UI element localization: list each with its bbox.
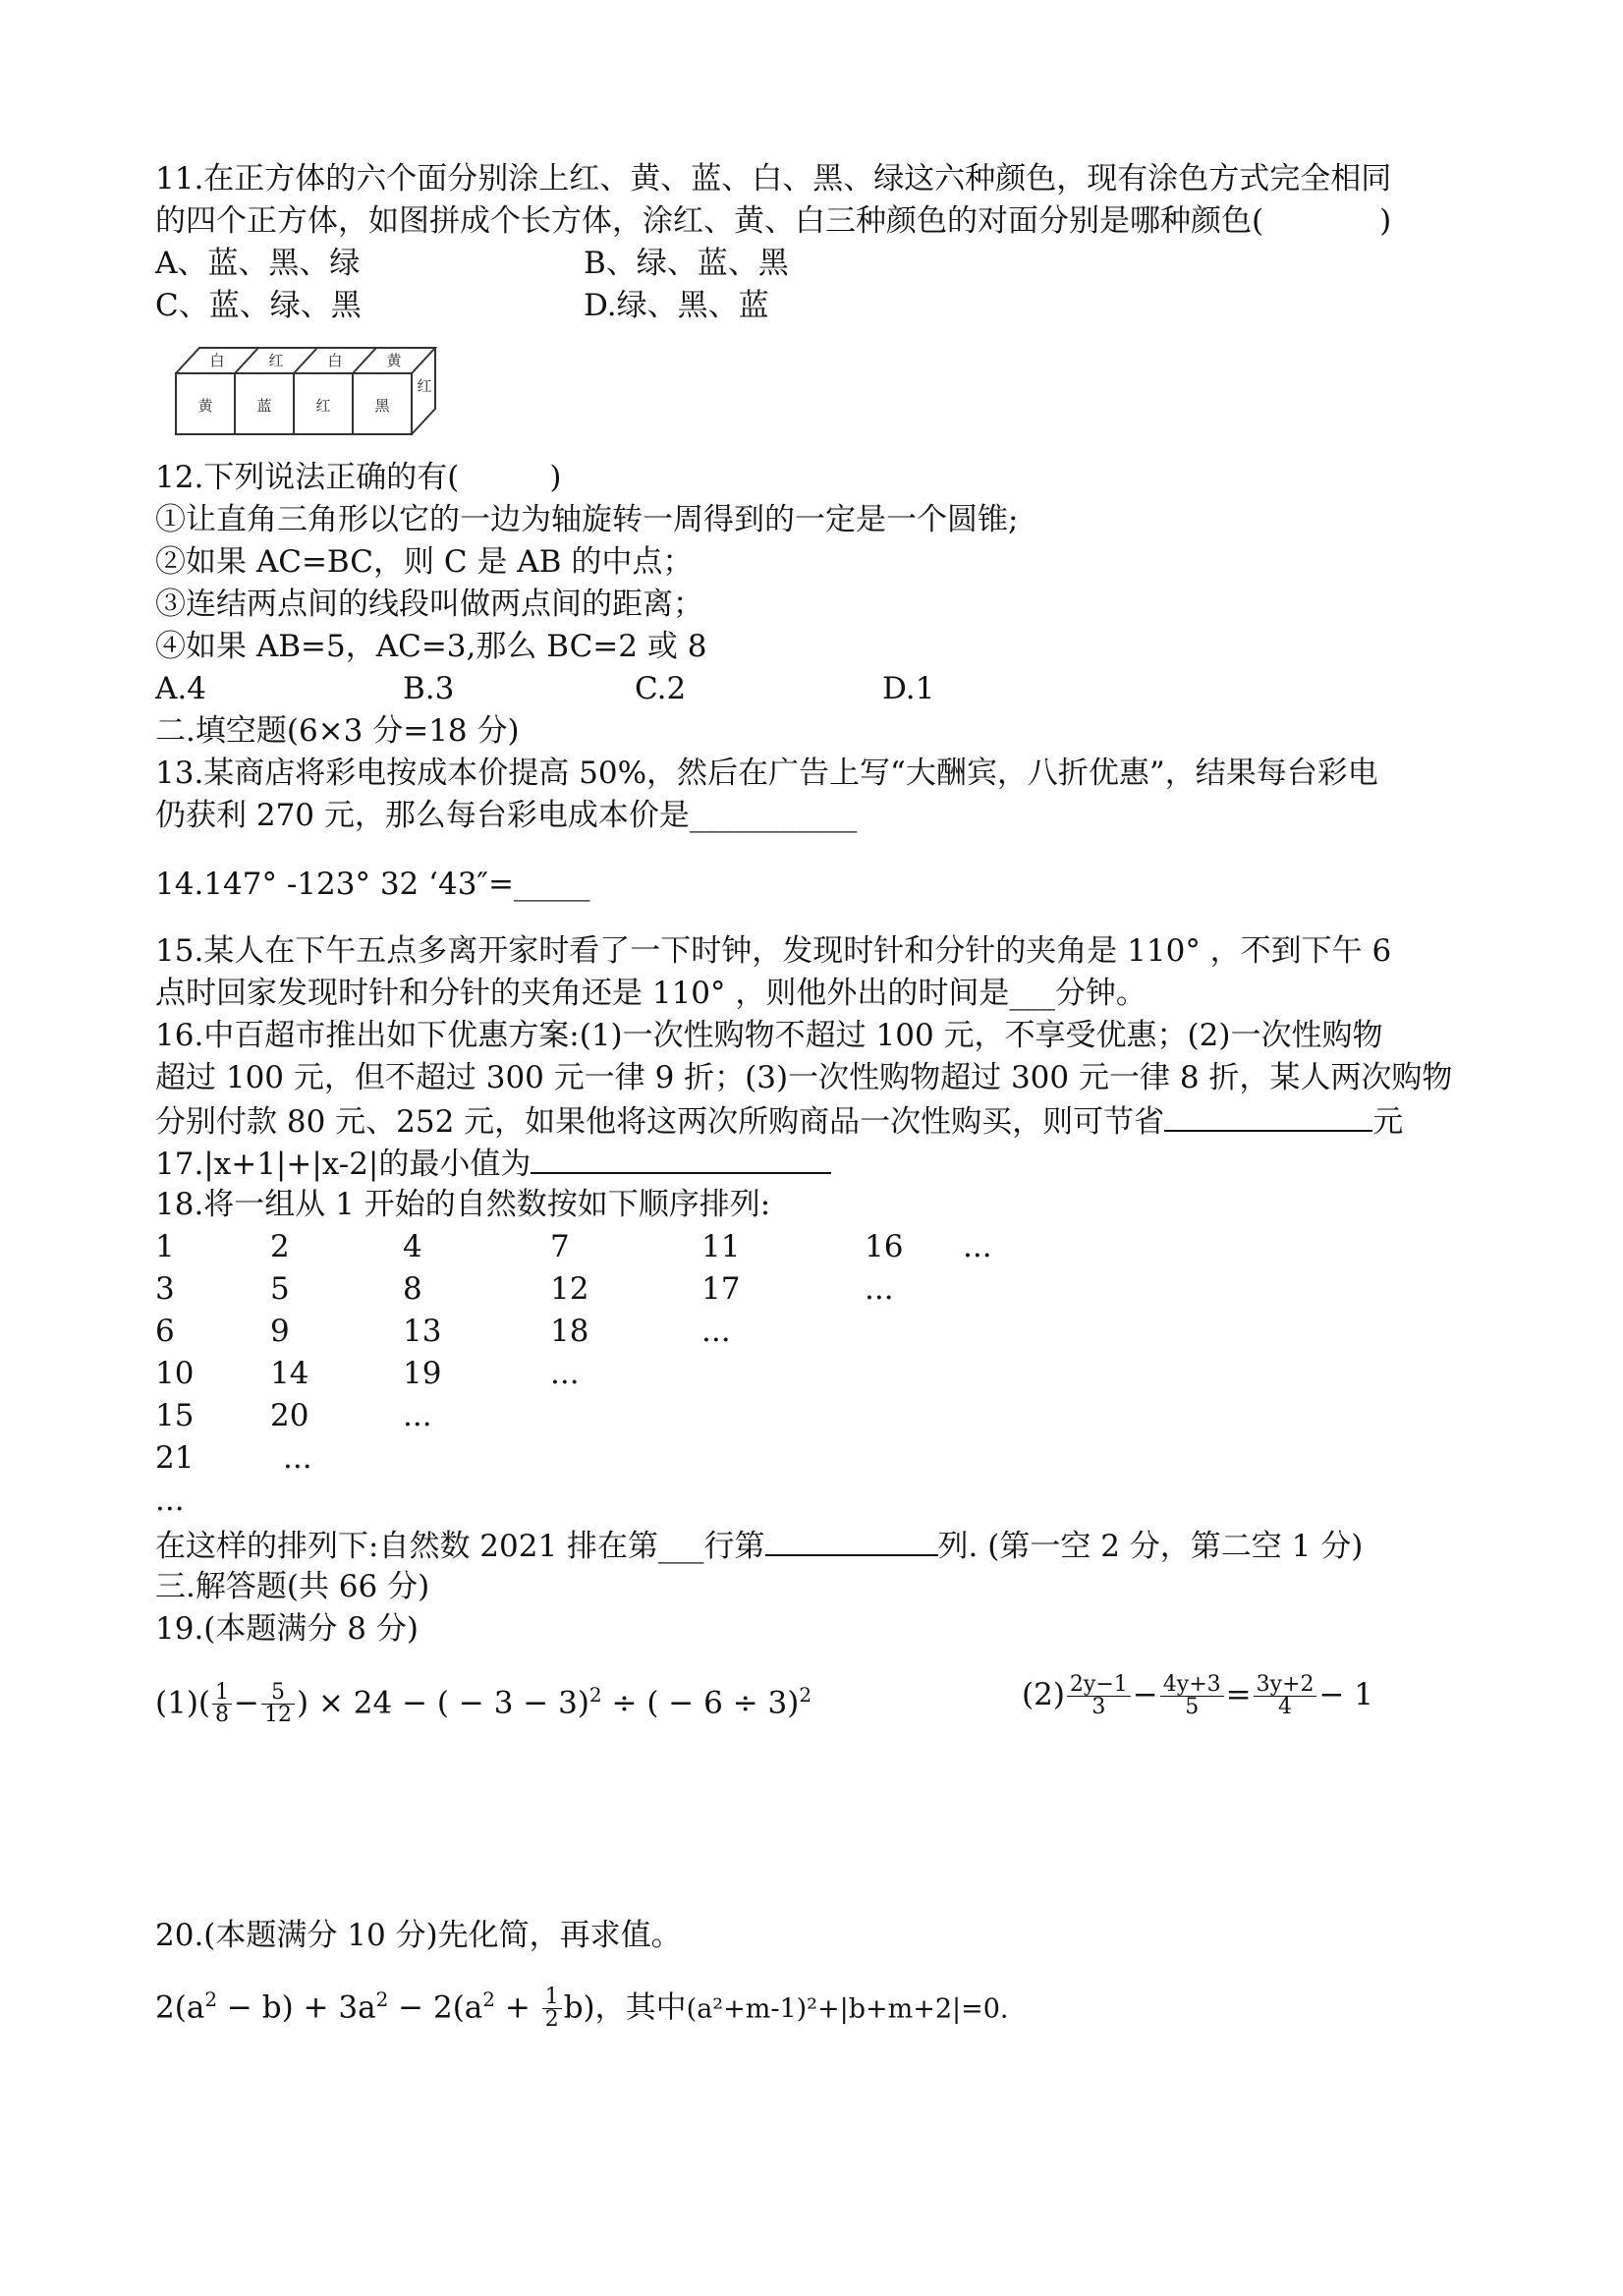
q19-p2-frac1 [1067,1674,1131,1718]
q12-statement-3: ③连结两点间的线段叫做两点间的距离； [155,587,703,622]
q12-paren-close: ) [549,460,562,495]
frac-num: 4y+3 [1160,1674,1224,1697]
q18-grid-cell: 4 [403,1229,422,1264]
cube-front-1: 黄 [197,397,213,415]
q20-expr-e: b)，其中 [563,1989,687,2026]
q11-option-a: A、蓝、黑、绿 [155,246,361,281]
q16-line3-text: 分别付款 80 元、252 元，如果他将这两次所购商品一次性购买，则可节省 [155,1104,1165,1140]
q18-grid-cell: 13 [403,1314,442,1349]
q13-line1: 13.某商店将彩电按成本价提高 50%，然后在广告上写“大酬宾，八折优惠”，结果每台彩电 [155,756,1378,791]
q19-p1-frac1 [212,1682,232,1726]
frac-num: 1 [542,1987,562,2009]
q18-grid-cell: 3 [155,1271,175,1307]
q15-line2-text: 点时回家发现时针和分针的夹角还是 110° ，则他外出的时间是 [155,976,1010,1011]
q20-stem: 20.(本题满分 10 分)先化简，再求值。 [155,1918,682,1953]
q12-stem-text: 12.下列说法正确的有( [155,460,460,495]
cube-top-3: 白 [327,352,343,369]
frac-den: 2 [544,2007,559,2033]
q16-line3 [155,1100,1403,1142]
q18-grid-cell: 9 [270,1314,290,1349]
q16-answer-blank [1164,1100,1372,1132]
q19-p2-minus: − [1132,1677,1158,1712]
q19-p1-exp1: 2 [588,1683,602,1707]
cube-front-4: 黑 [374,397,390,415]
q19-p2-frac2 [1160,1674,1224,1718]
frac-num: 2y−1 [1067,1674,1131,1697]
q18-col-blank [765,1525,938,1556]
q18-grid-cell: 16 [865,1229,904,1264]
cube-top-4: 黄 [386,352,402,369]
q18-grid-cell: ... [403,1398,432,1433]
q18-grid-cell: 10 [155,1356,195,1391]
q11-paren-close: ) [1379,203,1392,239]
q20-exp-c: 2 [482,1988,496,2011]
q18-grid-cell: 11 [701,1229,741,1264]
q19-part2 [1022,1665,1373,1724]
q19-p1-open: ( [197,1685,211,1721]
q19-p1-label: (1) [155,1685,198,1721]
frac-num: 3y+2 [1254,1674,1317,1697]
cube-top-1: 白 [209,352,225,369]
q14-text: 14.147° -123° 32 ‘43″= [155,867,514,902]
frac-den: 12 [264,1703,293,1728]
q12-statement-2: ②如果 AC=BC，则 C 是 AB 的中点； [155,544,694,580]
q18-grid-cell: 1 [155,1229,175,1264]
section-2-heading: 二.填空题(6×3 分=18 分) [155,713,520,749]
q18-tail-b: 行第 [703,1529,765,1564]
q20-expr-c: − 2(a [388,1989,483,2026]
frac-den: 5 [1185,1695,1200,1719]
q20-expression [155,1970,1009,2039]
q18-tail-c: 列. (第一空 2 分，第二空 1 分) [937,1529,1364,1564]
q18-grid-cell: 6 [155,1314,175,1349]
q19-p1-exp2: 2 [799,1683,812,1707]
q19-stem: 19.(本题满分 8 分) [155,1611,419,1647]
q11-line2-text: 的四个正方体，如图拼成个长方体，涂红、黄、白三种颜色的对面分别是哪种颜色( [155,203,1264,239]
q19-p2-frac3 [1254,1674,1317,1718]
q18-grid-cell: ... [283,1440,312,1476]
q18-grid-cell: 12 [550,1271,589,1307]
q15-line1: 15.某人在下午五点多离开家时看了一下时钟，发现时针和分针的夹角是 110° ，不到下午 6 [155,933,1392,969]
q12-option-b: B.3 [403,671,455,706]
q16-line1: 16.中百超市推出如下优惠方案:(1)一次性购物不超过 100 元，不享受优惠；(2)一次性购物 [155,1018,1383,1053]
q15-line2 [155,974,1147,1013]
q16-line2: 超过 100 元，但不超过 300 元一律 9 折；(3)一次性购物超过 300 元一律 8 折，某人两次购物 [155,1060,1453,1095]
q15-line2-tail: 分钟。 [1054,976,1147,1011]
frac-num: 1 [212,1682,232,1705]
q18-grid-cell: 18 [550,1314,589,1349]
q20-expr-b: − b) + 3a [217,1989,376,2026]
q20-expr-d: + [495,1989,540,2026]
q15-answer-blank: ___ [1009,976,1055,1011]
q13-answer-blank: ___________ [689,798,858,833]
q18-grid-cell: 14 [270,1356,309,1391]
q12-option-a: A.4 [155,671,206,706]
q18-grid-cell: 5 [270,1271,290,1307]
q18-grid-cell: 15 [155,1398,195,1433]
cube-top-2: 红 [268,352,284,369]
q18-grid-cell: 21 [155,1440,195,1476]
q18-grid-cell: 17 [701,1271,741,1307]
cube-front-2: 蓝 [256,397,272,415]
q12-statement-4: ④如果 AB=5，AC=3,那么 BC=2 或 8 [155,629,707,664]
frac-den: 8 [215,1703,230,1728]
frac-num: 5 [261,1682,295,1705]
q17-text: 17.|x+1|+|x-2|的最小值为 [155,1147,532,1182]
q11-option-b: B、绿、蓝、黑 [584,246,789,281]
q17-answer-blank [531,1143,831,1174]
q18-grid-cell: 20 [270,1398,309,1433]
q20-frac [542,1987,562,2031]
q18-grid-cell: ... [701,1314,731,1349]
q14-answer-blank: _____ [513,867,590,902]
frac-den: 4 [1278,1695,1293,1719]
q11-line2 [155,201,1391,241]
cube-figure [172,344,457,438]
q18-stem: 18.将一组从 1 开始的自然数按如下顺序排列: [155,1187,771,1222]
q20-expr-a: 2(a [155,1989,205,2026]
q18-grid-cell: ... [963,1229,992,1264]
q18-grid-cell: ... [550,1356,580,1391]
q18-tail [155,1525,1363,1566]
q20-exp-b: 2 [375,1988,389,2011]
q11-line1: 11.在正方体的六个面分别涂上红、黄、蓝、白、黑、绿这六种颜色，现有涂色方式完全相同 [155,161,1392,196]
q18-tail-a: 在这样的排列下:自然数 2021 排在第 [155,1529,659,1564]
q19-p1-frac2 [261,1682,295,1726]
q19-part1 [155,1665,812,1732]
q11-option-d: D.绿、黑、蓝 [584,288,769,323]
q19-p2-tail: − 1 [1318,1677,1374,1712]
q18-grid-cell: ... [865,1271,894,1307]
q16-line3-tail: 元 [1372,1104,1404,1140]
section-3-heading: 三.解答题(共 66 分) [155,1569,430,1604]
q18-grid-cell: 8 [403,1271,422,1307]
cube-front-3: 红 [315,397,331,415]
q12-stem [155,458,562,497]
q20-condition: (a²+m-1)²+|b+m+2|=0. [686,1993,1009,2025]
q12-option-d: D.1 [882,671,935,706]
q19-p1-rest: ) × 24 − ( − 3 − 3) [297,1685,589,1721]
q19-p1-rest2: ÷ ( − 6 ÷ 3) [601,1685,800,1721]
q19-p2-label: (2) [1022,1677,1065,1712]
frac-den: 3 [1091,1695,1106,1719]
q13-line2 [155,796,857,835]
q17-line [155,1143,831,1184]
q19-p2-eq: = [1225,1677,1252,1712]
cube-side: 红 [417,377,432,395]
q13-line2-text: 仍获利 270 元，那么每台彩电成本价是 [155,798,690,833]
q14-line [155,865,589,904]
q12-option-c: C.2 [635,671,687,706]
q18-row-blank: ___ [658,1529,704,1564]
q20-exp-a: 2 [204,1988,218,2011]
q18-grid-cell: 19 [403,1356,442,1391]
q19-p1-minus: − [234,1685,260,1721]
q18-grid-cell: 2 [270,1229,290,1264]
q12-statement-1: ①让直角三角形以它的一边为轴旋转一周得到的一定是一个圆锥; [155,502,1019,537]
q11-option-c: C、蓝、绿、黑 [155,288,362,323]
q18-grid-cell: ... [155,1483,185,1518]
q18-grid-cell: 7 [550,1229,570,1264]
